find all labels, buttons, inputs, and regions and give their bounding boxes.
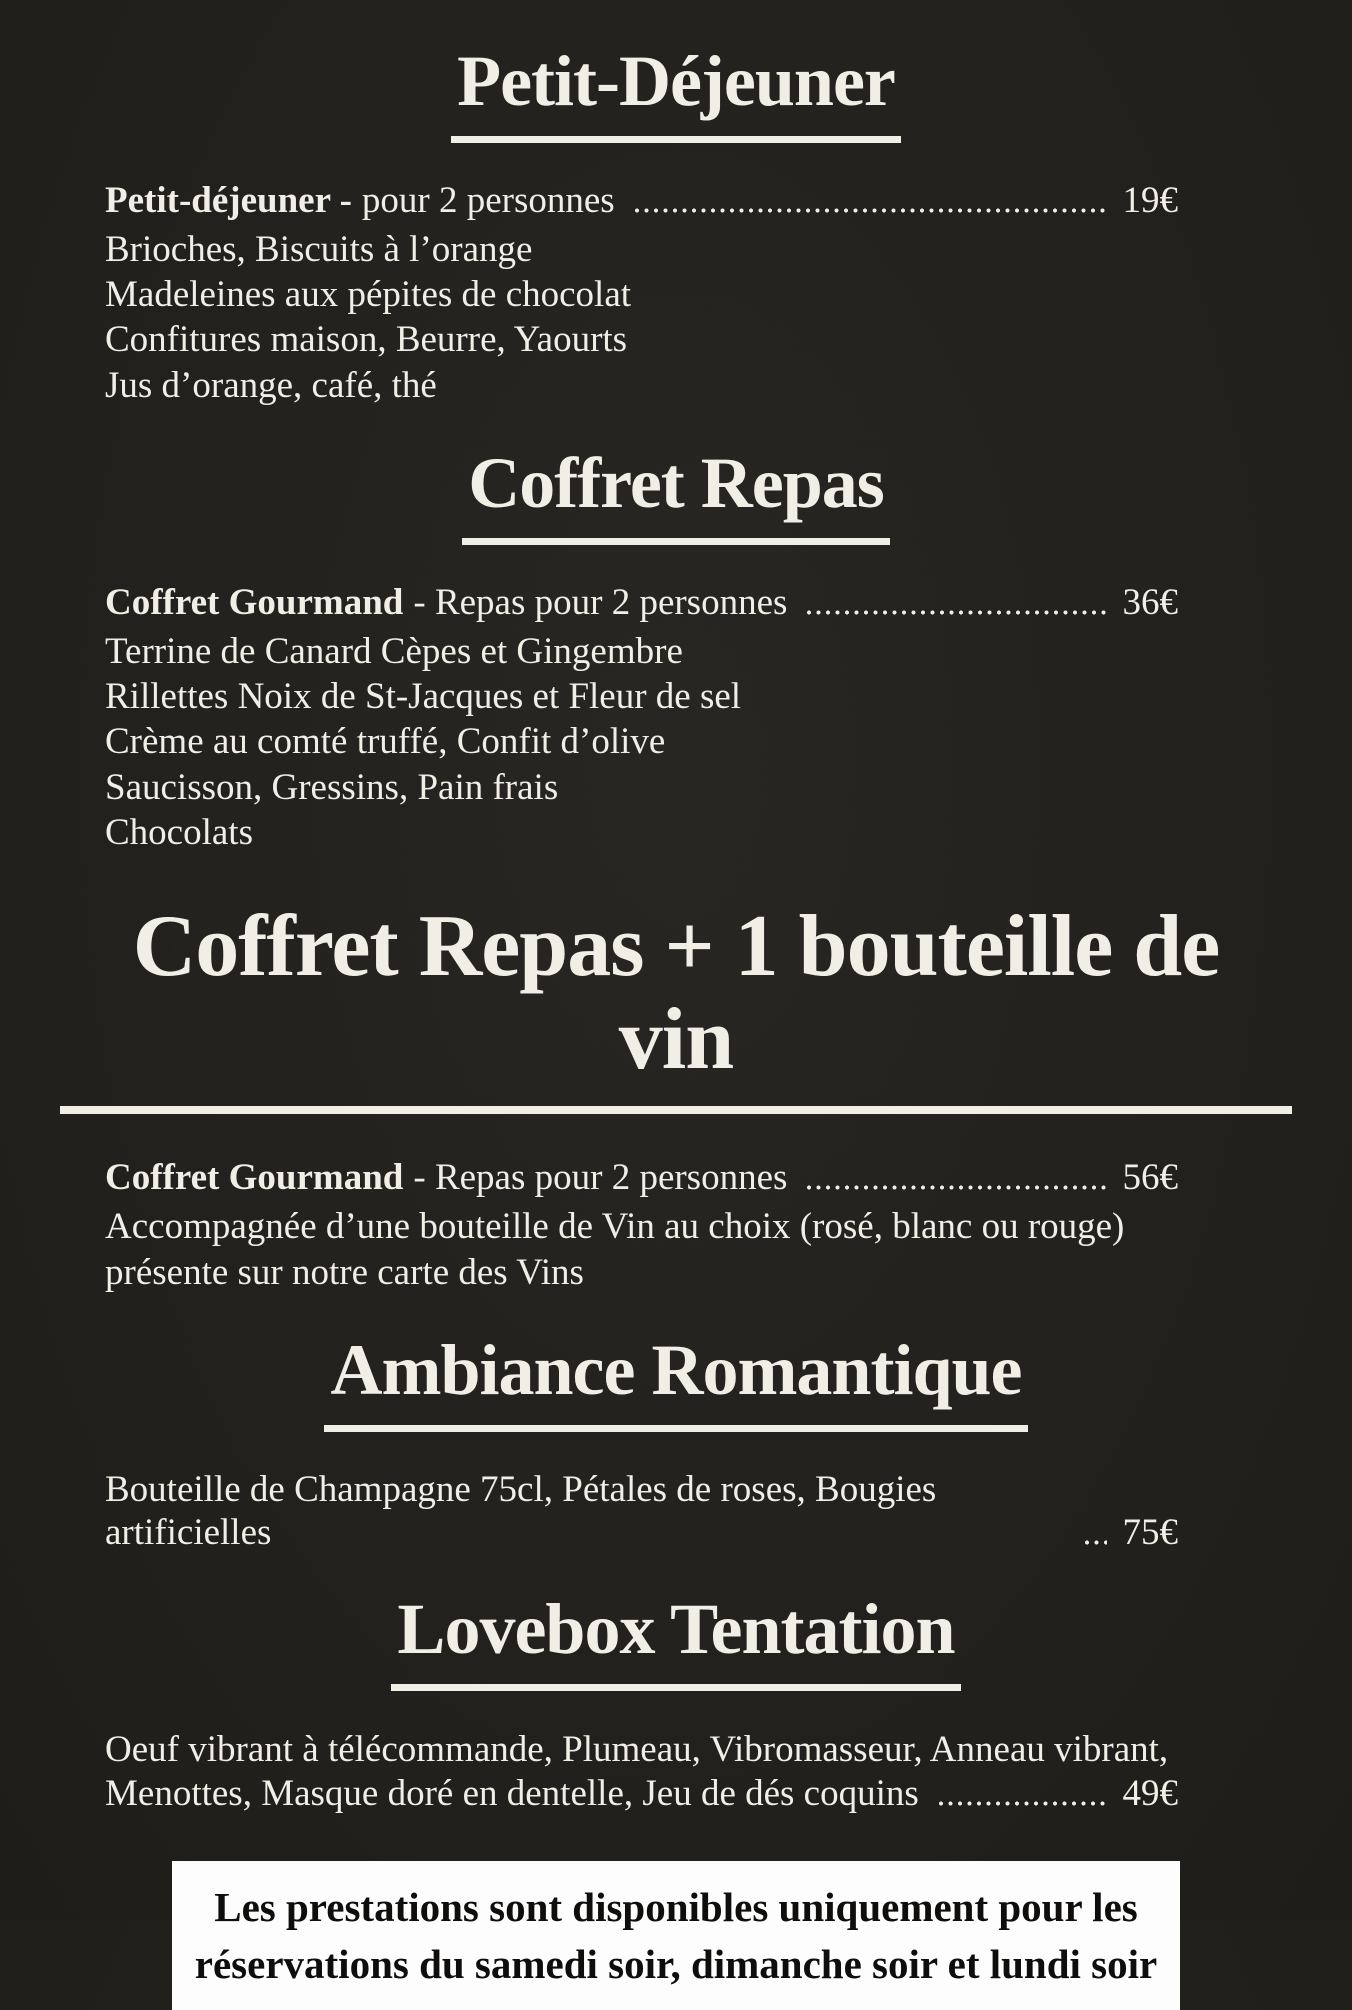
dotted-leader — [937, 1801, 1107, 1806]
item-description-line: Chocolats — [105, 812, 253, 853]
item-price: 75€ — [1122, 1511, 1178, 1553]
item-description-line: Accompagnée d’une bouteille de Vin au choix (rosé, blanc ou rouge) — [105, 1206, 1125, 1248]
section-title: Coffret Repas + 1 bouteille de vin — [60, 901, 1292, 1114]
menu-section-coffret-repas — [60, 443, 1292, 855]
item-description-line: Crème au comté truffé, Confit d’olive — [105, 721, 666, 763]
dotted-leader — [633, 208, 1107, 213]
menu-item-row — [105, 179, 1178, 222]
section-title-wrap — [60, 41, 1292, 143]
menu-item-row — [105, 1772, 1178, 1815]
section-title: Lovebox Tentation — [391, 1592, 960, 1691]
item-price: 56€ — [1122, 1157, 1178, 1199]
item-name: Petit-déjeuner - — [105, 179, 352, 221]
menu-section-coffret-repas-vin — [60, 898, 1292, 1295]
section-items — [60, 581, 1178, 856]
item-subtitle: - Repas pour 2 personnes — [413, 1157, 788, 1199]
item-subtitle: - Repas pour 2 personnes — [413, 581, 788, 623]
availability-notice-line: réservations du samedi soir, dimanche soir et lundi soir — [194, 1940, 1158, 1987]
item-name: Coffret Gourmand — [105, 1157, 404, 1199]
section-title-wrap — [60, 898, 1292, 1114]
item-text: Menottes, Masque doré en dentelle, Jeu de dés coquins — [105, 1772, 919, 1814]
availability-notice — [172, 1861, 1180, 2010]
item-description-line: présente sur notre carte des Vins — [105, 1251, 584, 1293]
item-price: 19€ — [1122, 179, 1178, 221]
section-title-wrap — [60, 1589, 1292, 1691]
section-title-wrap — [60, 443, 1292, 545]
item-description-line: Rillettes Noix de St-Jacques et Fleur de sel — [105, 676, 742, 718]
item-price: 49€ — [1122, 1772, 1178, 1814]
item-description-line: Oeuf vibrant à télécommande, Plumeau, Vibromasseur, Anneau vibrant, — [105, 1728, 1169, 1770]
section-items — [60, 1156, 1178, 1295]
item-subtitle: pour 2 personnes — [361, 179, 615, 221]
menu-section-lovebox-tentation — [60, 1589, 1292, 1815]
menu-item-row — [105, 1156, 1178, 1199]
item-price: 36€ — [1122, 581, 1178, 623]
dotted-leader — [1083, 1540, 1107, 1545]
item-description-line: Jus d’orange, café, thé — [105, 364, 437, 406]
section-title: Ambiance Romantique — [324, 1333, 1027, 1432]
item-description-line: Brioches, Biscuits à l’orange — [105, 228, 533, 270]
menu-item-row — [105, 581, 1178, 624]
item-description-line: Confitures maison, Beurre, Yaourts — [105, 319, 628, 361]
section-title-wrap — [60, 1329, 1292, 1432]
item-text: Bouteille de Champagne 75cl, Pétales de roses, Bougies artificielles — [105, 1468, 937, 1553]
availability-notice-line: Les prestations sont disponibles uniquement pour les — [214, 1884, 1138, 1931]
item-name: Coffret Gourmand — [105, 581, 404, 623]
item-description-line: Madeleines aux pépites de chocolat — [105, 274, 632, 316]
menu-item-row — [105, 1468, 1178, 1555]
item-description-line: Terrine de Canard Cèpes et Gingembre — [105, 630, 683, 672]
section-items — [60, 1727, 1178, 1816]
dotted-leader — [805, 610, 1106, 615]
section-items — [60, 1468, 1178, 1555]
menu-section-ambiance-romantique — [60, 1329, 1292, 1554]
section-title: Petit-Déjeuner — [451, 44, 901, 143]
item-description-line: Saucisson, Gressins, Pain frais — [105, 766, 559, 808]
menu-page — [60, 41, 1292, 2010]
menu-section-petit-dejeuner — [60, 41, 1292, 408]
section-items — [60, 179, 1178, 408]
section-title: Coffret Repas — [462, 446, 890, 545]
dotted-leader — [805, 1185, 1106, 1190]
